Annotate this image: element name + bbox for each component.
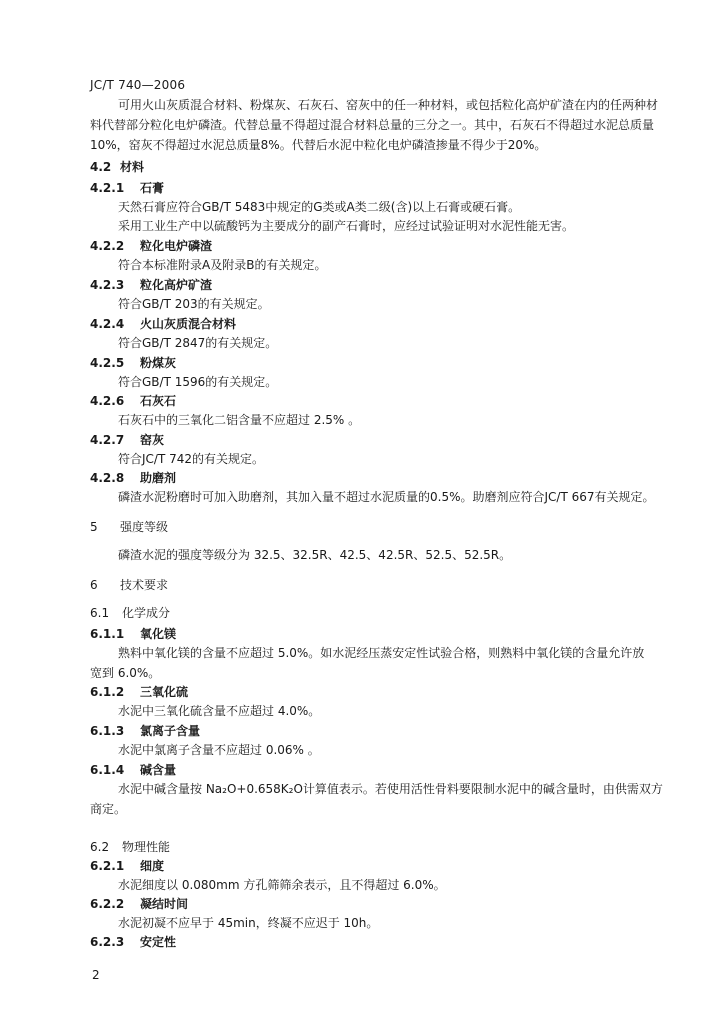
section-title: 粒化电炉磷渣 [140, 239, 213, 253]
section-4-2-3-heading [90, 278, 212, 292]
section-4-2-heading [90, 160, 144, 174]
section-number: 4.2.2 [90, 239, 125, 253]
section-6-2-heading [90, 840, 170, 854]
section-title: 氧化镁 [140, 627, 177, 641]
paragraph: 符合GB/T 203的有关规定。 [118, 297, 270, 311]
section-title: 粉煤灰 [140, 356, 177, 370]
section-number: 4.2.6 [90, 394, 125, 408]
intro-line-1: 可用火山灰质混合材料、粉煤灰、石灰石、窑灰中的任一种材料，或包括粒化高炉矿渣在内的任两种材 [118, 98, 659, 112]
section-title: 氯离子含量 [140, 724, 201, 738]
section-4-2-1-heading [90, 181, 164, 195]
section-number: 4.2.3 [90, 278, 125, 292]
section-6-1-1-heading [90, 627, 176, 641]
paragraph: 天然石膏应符合GB/T 5483中规定的G类或A类二级(含)以上石膏或硬石膏。 [118, 200, 521, 214]
section-6-2-2-heading [90, 897, 188, 911]
section-title: 细度 [140, 859, 165, 873]
section-number: 6.1 [90, 606, 110, 620]
section-number: 4.2.5 [90, 356, 125, 370]
paragraph: 采用工业生产中以硫酸钙为主要成分的副产石膏时，应经过试验证明对水泥性能无害。 [118, 219, 575, 233]
paragraph: 石灰石中的三氧化二铝含量不应超过 2.5% 。 [118, 413, 361, 427]
section-title: 火山灰质混合材料 [140, 317, 237, 331]
section-number: 4.2 [90, 160, 112, 174]
section-4-2-4-heading [90, 317, 236, 331]
section-number: 6.2.3 [90, 935, 125, 949]
section-number: 6.2.1 [90, 859, 125, 873]
paragraph: 水泥初凝不应早于 45min，终凝不应迟于 10h。 [118, 916, 379, 930]
paragraph-line-1: 水泥中碱含量按 Na₂O+0.658K₂O计算值表示。若使用活性骨料要限制水泥中的碱含量时，由供需双方 [118, 782, 663, 796]
paragraph: 符合本标准附录A及附录B的有关规定。 [118, 258, 327, 272]
section-number: 5 [90, 520, 98, 534]
intro-line-2: 料代替部分粒化电炉磷渣。代替总量不得超过混合材料总量的三分之一。其中，石灰石不得超过水泥总质量 [90, 118, 655, 132]
section-title: 窑灰 [140, 433, 165, 447]
section-6-1-3-heading [90, 724, 200, 738]
section-6-heading [90, 578, 168, 592]
standard-number-header: JC/T 740—2006 [90, 78, 186, 92]
section-title: 粒化高炉矿渣 [140, 278, 213, 292]
section-number: 6.1.2 [90, 685, 125, 699]
section-number: 6.1.3 [90, 724, 125, 738]
section-title: 碱含量 [140, 763, 177, 777]
paragraph-line-2: 宽到 6.0%。 [90, 666, 161, 680]
section-4-2-6-heading [90, 394, 176, 408]
section-6-2-3-heading [90, 935, 176, 949]
section-6-2-1-heading [90, 859, 164, 873]
section-title: 技术要求 [120, 578, 169, 592]
section-4-2-7-heading [90, 433, 164, 447]
section-title: 强度等级 [120, 520, 169, 534]
section-number: 4.2.4 [90, 317, 125, 331]
section-number: 4.2.1 [90, 181, 125, 195]
section-6-1-2-heading [90, 685, 188, 699]
section-6-1-heading [90, 606, 170, 620]
section-title: 石灰石 [140, 394, 177, 408]
section-4-2-2-heading [90, 239, 212, 253]
section-number: 6.1.4 [90, 763, 125, 777]
intro-line-3: 10%，窑灰不得超过水泥总质量8%。代替后水泥中粒化电炉磷渣掺量不得少于20%。 [90, 138, 547, 152]
paragraph: 水泥中氯离子含量不应超过 0.06% 。 [118, 743, 320, 757]
section-number: 6 [90, 578, 98, 592]
section-5-heading [90, 520, 168, 534]
section-number: 4.2.7 [90, 433, 125, 447]
section-title: 物理性能 [122, 840, 171, 854]
paragraph: 符合GB/T 1596的有关规定。 [118, 375, 278, 389]
paragraph: 磷渣水泥粉磨时可加入助磨剂，其加入量不超过水泥质量的0.5%。助磨剂应符合JC/T 667有关规定。 [118, 490, 655, 504]
section-number: 4.2.8 [90, 471, 125, 485]
section-title: 助磨剂 [140, 471, 177, 485]
section-number: 6.2.2 [90, 897, 125, 911]
section-number: 6.2 [90, 840, 110, 854]
section-title: 三氧化硫 [140, 685, 189, 699]
section-number: 6.1.1 [90, 627, 125, 641]
section-title: 化学成分 [122, 606, 171, 620]
paragraph: 符合JC/T 742的有关规定。 [118, 452, 265, 466]
paragraph: 水泥中三氧化硫含量不应超过 4.0%。 [118, 704, 321, 718]
paragraph: 磷渣水泥的强度等级分为 32.5、32.5R、42.5、42.5R、52.5、52.5R。 [118, 548, 512, 562]
paragraph-line-2: 商定。 [90, 802, 127, 816]
section-6-1-4-heading [90, 763, 176, 777]
section-title: 凝结时间 [140, 897, 189, 911]
page-number: 2 [92, 968, 100, 982]
paragraph-line-1: 熟料中氧化镁的含量不应超过 5.0%。如水泥经压蒸安定性试验合格，则熟料中氧化镁的含量允许放 [118, 646, 645, 660]
section-title: 材料 [120, 160, 145, 174]
paragraph: 水泥细度以 0.080mm 方孔筛筛余表示，且不得超过 6.0%。 [118, 878, 446, 892]
section-4-2-5-heading [90, 356, 176, 370]
section-4-2-8-heading [90, 471, 176, 485]
section-title: 石膏 [140, 181, 165, 195]
paragraph: 符合GB/T 2847的有关规定。 [118, 336, 278, 350]
section-title: 安定性 [140, 935, 177, 949]
